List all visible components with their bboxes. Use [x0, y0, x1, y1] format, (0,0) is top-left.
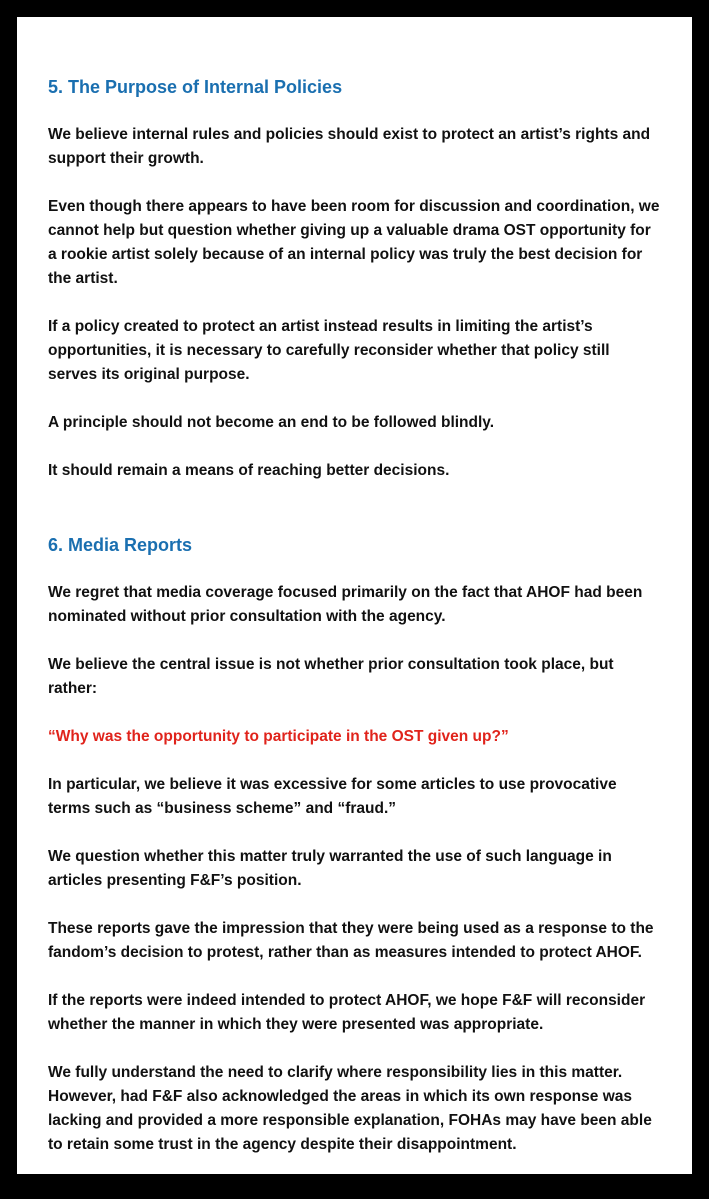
section-5-paragraph: If a policy created to protect an artist instead results in limiting the artist’s opportunities, it is necessary to carefully reconsider whether that policy still serves its original purpose. — [48, 318, 610, 383]
document-page — [17, 17, 692, 1174]
section-6-paragraph: In particular, we believe it was excessive for some articles to use provocative terms such as “business scheme” and “fraud.” — [48, 776, 617, 817]
section-5-paragraph: Even though there appears to have been room for discussion and coordination, we cannot help but question whether giving up a valuable drama OST opportunity for a rookie artist solely because of an internal policy was truly the best decision for the artist. — [48, 198, 660, 287]
section-6-paragraph: If the reports were indeed intended to protect AHOF, we hope F&F will reconsider whether the manner in which they were presented was appropriate. — [48, 992, 646, 1033]
section-5-heading: 5. The Purpose of Internal Policies — [48, 77, 343, 97]
highlighted-quote: “Why was the opportunity to participate in the OST given up?” — [48, 728, 509, 745]
section-5-paragraph: It should remain a means of reaching better decisions. — [48, 462, 450, 479]
section-6-paragraph: We fully understand the need to clarify where responsibility lies in this matter. However, had F&F also acknowledged the areas in which its own response was lacking and provided a more responsible explanation, FOHAs may have been able to retain some trust in the agency despite their disappointment. — [48, 1064, 652, 1153]
section-6-heading: 6. Media Reports — [48, 535, 193, 555]
section-5-paragraph: A principle should not become an end to be followed blindly. — [48, 414, 495, 431]
section-6-paragraph: We question whether this matter truly warranted the use of such language in articles presenting F&F’s position. — [48, 848, 612, 889]
section-6-paragraph: We believe the central issue is not whether prior consultation took place, but rather: — [48, 656, 614, 697]
section-6-paragraph: These reports gave the impression that they were being used as a response to the fandom’s decision to protest, rather than as measures intended to protect AHOF. — [48, 920, 654, 961]
section-6-paragraph: We regret that media coverage focused primarily on the fact that AHOF had been nominated without prior consultation with the agency. — [48, 584, 643, 625]
section-5-paragraph: We believe internal rules and policies should exist to protect an artist’s rights and support their growth. — [48, 126, 651, 167]
